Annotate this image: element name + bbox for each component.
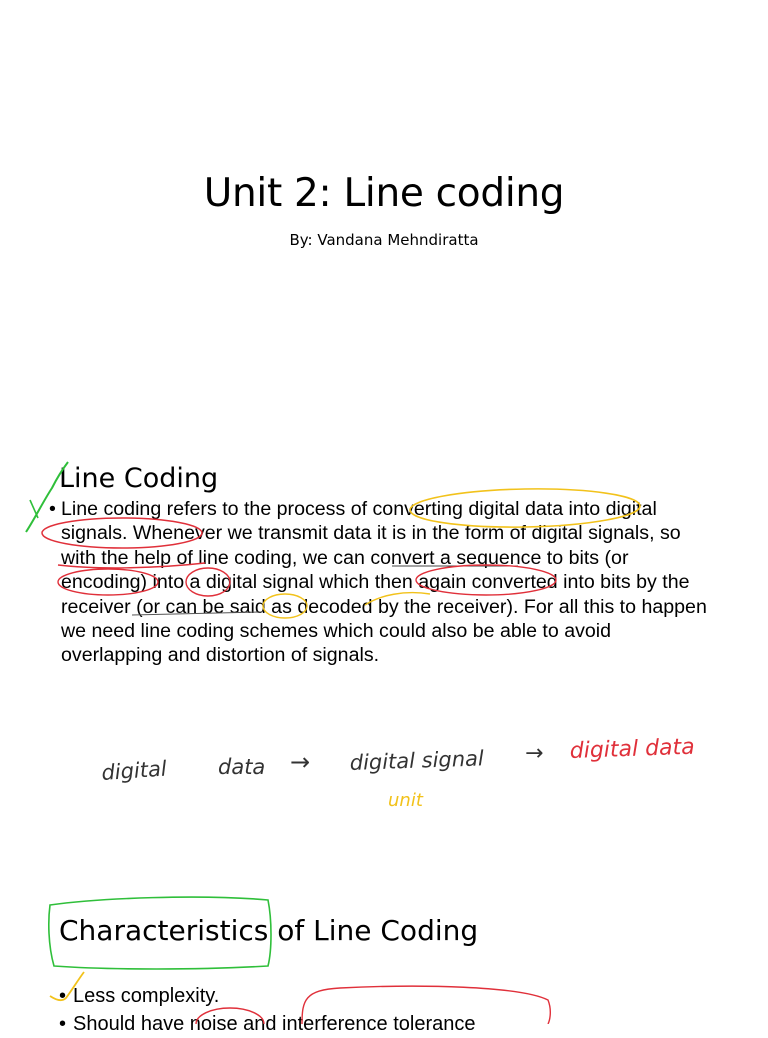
paragraph-text: Line coding refers to the process of converting digital data into digital signals. Whenever we transmit data it is in the form of digital signals, so with the help of line coding, we can convert a sequence to bits (or encoding) into a digital signal which then again converted into bits by the receiver (or can be said as decoded by the receiver). For all this to happen we need line coding schemes which could also be able to avoid overlapping and distortion of signals.	[61, 498, 707, 667]
handwritten-note-unit: unit	[388, 790, 423, 811]
line-coding-heading: Line Coding	[59, 463, 219, 494]
list-item-text: Should have noise and interference tolerance	[73, 1013, 476, 1035]
slide-subtitle: By: Vandana Mehndiratta	[289, 231, 479, 249]
list-item	[59, 1010, 476, 1038]
handwritten-note-digital: digital	[100, 756, 168, 785]
slide-title: Unit 2: Line coding	[203, 171, 565, 216]
bullet-icon: •	[59, 985, 67, 1007]
green-tick-icon	[30, 500, 38, 518]
characteristics-heading: Characteristics of Line Coding	[59, 914, 479, 947]
list-item	[59, 982, 476, 1010]
bullet-icon: •	[49, 498, 56, 520]
handwritten-note-digital-data: digital data	[569, 734, 696, 764]
bullet-icon: •	[59, 1013, 67, 1035]
line-coding-paragraph	[49, 497, 709, 668]
handwritten-note-digital-signal: digital signal	[349, 746, 485, 775]
arrow-icon: →	[290, 748, 311, 776]
list-item-text: Less complexity.	[73, 985, 220, 1007]
arrow-icon: →	[525, 741, 544, 766]
characteristics-list	[59, 982, 476, 1038]
handwritten-note-data: data	[218, 755, 266, 779]
